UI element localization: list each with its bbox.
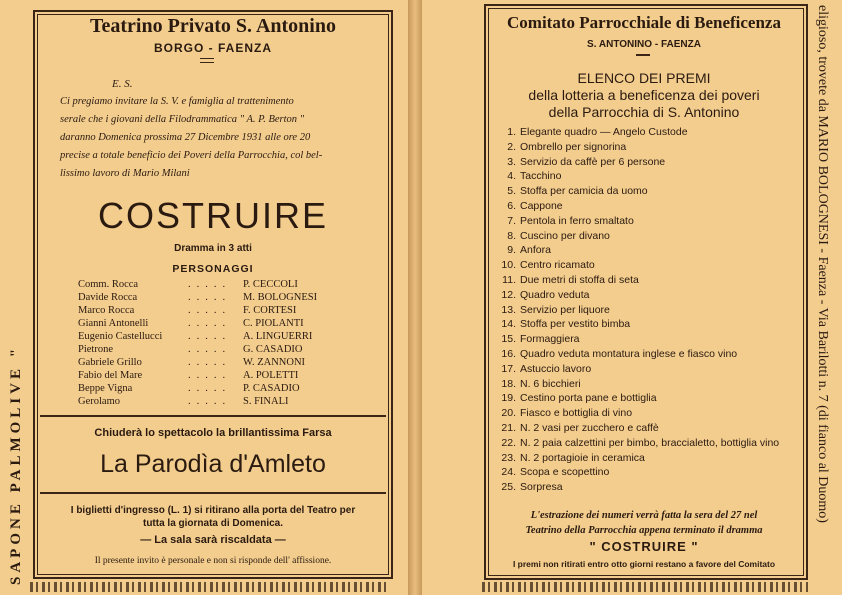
prize-number: 16. <box>501 348 516 360</box>
prize-text: Quadro veduta <box>520 288 590 301</box>
prize-number: 1. <box>507 126 516 138</box>
prize-text: N. 6 bicchieri <box>520 377 581 390</box>
cast-heading: PERSONAGGI <box>172 263 254 275</box>
divider <box>40 415 386 417</box>
prizes-heading-line-1: della lotteria a beneficenza dei poveri <box>528 87 760 103</box>
tickets-line-2: tutta la giornata di Domenica. <box>142 518 284 529</box>
prize-item <box>488 348 737 360</box>
prize-number: 3. <box>507 155 516 168</box>
prize-number: 21. <box>501 422 516 434</box>
side-advert-right: eligioso, trovete da MARIO BOLOGNESI - Faenza - Via Barilotti n. 7 (di fianco al Duomo) <box>815 5 830 523</box>
prize-text: Stoffa per camicia da uomo <box>520 185 648 198</box>
cast-row: Marco Rocca ..... F. CORTESI <box>78 305 297 316</box>
prize-list-page <box>422 0 842 595</box>
prize-item <box>488 437 779 449</box>
prize-text: Centro ricamato <box>520 259 595 272</box>
tickets-line-1: I biglietti d'ingresso (L. 1) si ritirano alla porta del Teatro per <box>70 505 356 516</box>
cast-row: Gerolamo ..... S. FINALI <box>78 396 289 407</box>
prizes-heading-line-2: della Parrocchia di S. Antonino <box>548 104 740 120</box>
prize-number: 22. <box>501 436 516 449</box>
side-advert-left: SAPONE PALMOLIVE " <box>8 344 24 585</box>
prize-number: 11. <box>502 274 516 286</box>
prize-text: Ombrello per signorina <box>520 140 627 153</box>
prize-text: N. 2 vasi per zucchero e caffè <box>520 422 659 434</box>
prize-text: Servizio da caffè per 6 persone <box>520 155 666 168</box>
prize-number: 18. <box>501 377 516 390</box>
closing-play-title: " COSTRUIRE " <box>589 539 699 554</box>
prize-text: Tacchino <box>520 170 562 183</box>
prize-item <box>488 126 688 138</box>
prize-number: 24. <box>501 466 516 479</box>
theatre-subtitle: BORGO - FAENZA <box>154 41 272 55</box>
prize-item <box>488 170 561 182</box>
prize-text: Sorpresa <box>520 481 563 494</box>
prize-item <box>488 289 589 301</box>
prize-number: 17. <box>501 362 516 375</box>
committee-subtitle: S. ANTONINO - FAENZA <box>587 39 701 50</box>
prize-number: 5. <box>507 185 516 198</box>
footer-note: Il presente invito è personale e non si risponde dell' affissione. <box>94 556 332 566</box>
extraction-line-1: L'estrazione dei numeri verrà fatta la sera del 27 nel <box>530 510 758 521</box>
cast-row: Eugenio Castellucci ..... A. LINGUERRI <box>78 331 313 342</box>
prize-text: Due metri di stoffa di seta <box>520 274 639 286</box>
cast-row: Davide Rocca ..... M. BOLOGNESI <box>78 292 318 303</box>
prize-text: N. 2 portagioie in ceramica <box>520 451 645 464</box>
prize-item <box>488 466 609 478</box>
prize-text: Cuscino per divano <box>520 229 610 242</box>
cast-row: Comm. Rocca ..... P. CECCOLI <box>78 279 298 290</box>
small-ornament <box>636 54 650 60</box>
cast-row: Gabriele Grillo ..... W. ZANNONI <box>78 357 306 368</box>
prize-item <box>488 215 634 227</box>
prize-item <box>488 259 595 271</box>
play-title: COSTRUIRE <box>97 195 328 236</box>
prize-text: Anfora <box>520 244 551 257</box>
prize-number: 25. <box>501 481 516 494</box>
prize-number: 7. <box>507 214 516 227</box>
committee-footer: I premi non ritirati entro otto giorni restano a favore del Comitato <box>512 559 776 569</box>
prize-item <box>488 363 591 375</box>
prize-number: 2. <box>507 140 516 153</box>
prize-number: 12. <box>501 288 516 301</box>
play-subtitle: Dramma in 3 atti <box>174 243 252 254</box>
prize-text: Cestino porta pane e bottiglia <box>520 392 657 405</box>
prize-text: Pentola in ferro smaltato <box>520 214 634 227</box>
heating-notice: — La sala sarà riscaldata — <box>140 534 286 546</box>
prize-number: 20. <box>501 407 516 420</box>
prize-item <box>488 185 648 197</box>
invitation-page: SAPONE PALMOLIVE " Teatrino Privato S. Antonino BORGO - FAENZA E. S. Ci pregiamo invitare la S. V. e famiglia al trattenimento serale che i giovani della Filodrammatica " A. P. Berton " daranno Domenica prossima 27 Dicembre 1931 alle ore 20 precise a totale beneficio dei Poveri della Parrocchia, col bel- lissimo lavoro di Mario Milani COSTRUIRE Dramma in 3 atti PERSONAGGI Comm. Rocca ..... P. CECCOLI Davide Rocca ..... M. BOLOGNESI Marco Rocca ..... F. CORTESI Gianni Antonelli ..... C. PIOLANTI Eugenio Castellucci ..... A. LINGUERRI Pietrone ..... G. CASADIO Gabriele Grillo ..... W. ZANNONI Fabio del Mare ..... A. POLETTI Beppe Vigna ..... P. CASADIO Gerolamo ..... S. FINALI Chiuderà lo spettacolo la brillantissima Farsa La Parodìa d'Amleto I biglietti d'ingresso (L. 1) si ritirano alla porta del Teatro per tutta la giornata di Domenica. — La sala sarà riscaldata — Il presente invito è personale e non si risponde dell' affissione. <box>0 0 408 595</box>
small-ornament <box>200 58 214 63</box>
bottom-ornament <box>30 582 390 592</box>
prize-item <box>488 422 659 434</box>
prize-text: Servizio per liquore <box>520 303 610 316</box>
prizes-heading: ELENCO DEI PREMI <box>577 70 711 86</box>
prize-number: 6. <box>507 200 516 212</box>
prize-item <box>488 378 581 390</box>
prize-item <box>488 141 626 153</box>
extraction-line-2: Teatrino della Parrocchia appena terminato il dramma <box>525 525 763 536</box>
committee-title: Comitato Parrocchiale di Beneficenza <box>507 13 781 32</box>
prize-number: 10. <box>501 259 516 272</box>
prize-text: Cappone <box>520 200 563 212</box>
prize-number: 9. <box>507 244 516 257</box>
prize-item <box>488 481 563 493</box>
prize-item <box>488 244 551 256</box>
prize-text: Scopa e scopettino <box>520 466 610 479</box>
prize-item <box>488 274 639 286</box>
prize-text: Stoffa per vestito bimba <box>520 318 631 331</box>
prize-number: 4. <box>507 170 516 183</box>
prize-text: Elegante quadro — Angelo Custode <box>520 126 688 138</box>
bottom-ornament <box>482 582 808 592</box>
prize-item <box>488 304 610 316</box>
prize-item <box>488 200 563 212</box>
theatre-title: Teatrino Privato S. Antonino <box>90 15 336 37</box>
prize-number: 13. <box>501 303 516 316</box>
prize-number: 19. <box>501 392 516 405</box>
prize-item <box>488 156 665 168</box>
cast-row: Pietrone ..... G. CASADIO <box>78 344 303 355</box>
prize-item <box>488 318 630 330</box>
farce-intro: Chiuderà lo spettacolo la brillantissima Farsa <box>94 427 332 439</box>
cast-row: Beppe Vigna ..... P. CASADIO <box>78 383 300 394</box>
prize-number: 8. <box>507 229 516 242</box>
prize-number: 15. <box>501 333 516 346</box>
prize-item <box>488 407 632 419</box>
prize-text: Astuccio lavoro <box>520 362 592 375</box>
prize-item <box>488 230 610 242</box>
prize-item <box>488 333 580 345</box>
page-gutter <box>408 0 422 595</box>
prize-text: Fiasco e bottiglia di vino <box>520 407 633 420</box>
salutation: E. S. <box>112 78 133 90</box>
prize-number: 14. <box>501 318 516 331</box>
prize-text: Quadro veduta montatura inglese e fiasco vino <box>520 348 738 360</box>
cast-row: Gianni Antonelli ..... C. PIOLANTI <box>78 318 304 329</box>
farce-title: La Parodìa d'Amleto <box>100 450 326 478</box>
prize-number: 23. <box>501 451 516 464</box>
prize-item <box>488 452 645 464</box>
cast-row: Fabio del Mare ..... A. POLETTI <box>78 370 299 381</box>
divider <box>40 492 386 494</box>
prize-text: N. 2 paia calzettini per bimbo, braccialetto, bottiglia vino <box>520 436 780 449</box>
prize-item <box>488 392 657 404</box>
prize-text: Formaggiera <box>520 333 580 346</box>
